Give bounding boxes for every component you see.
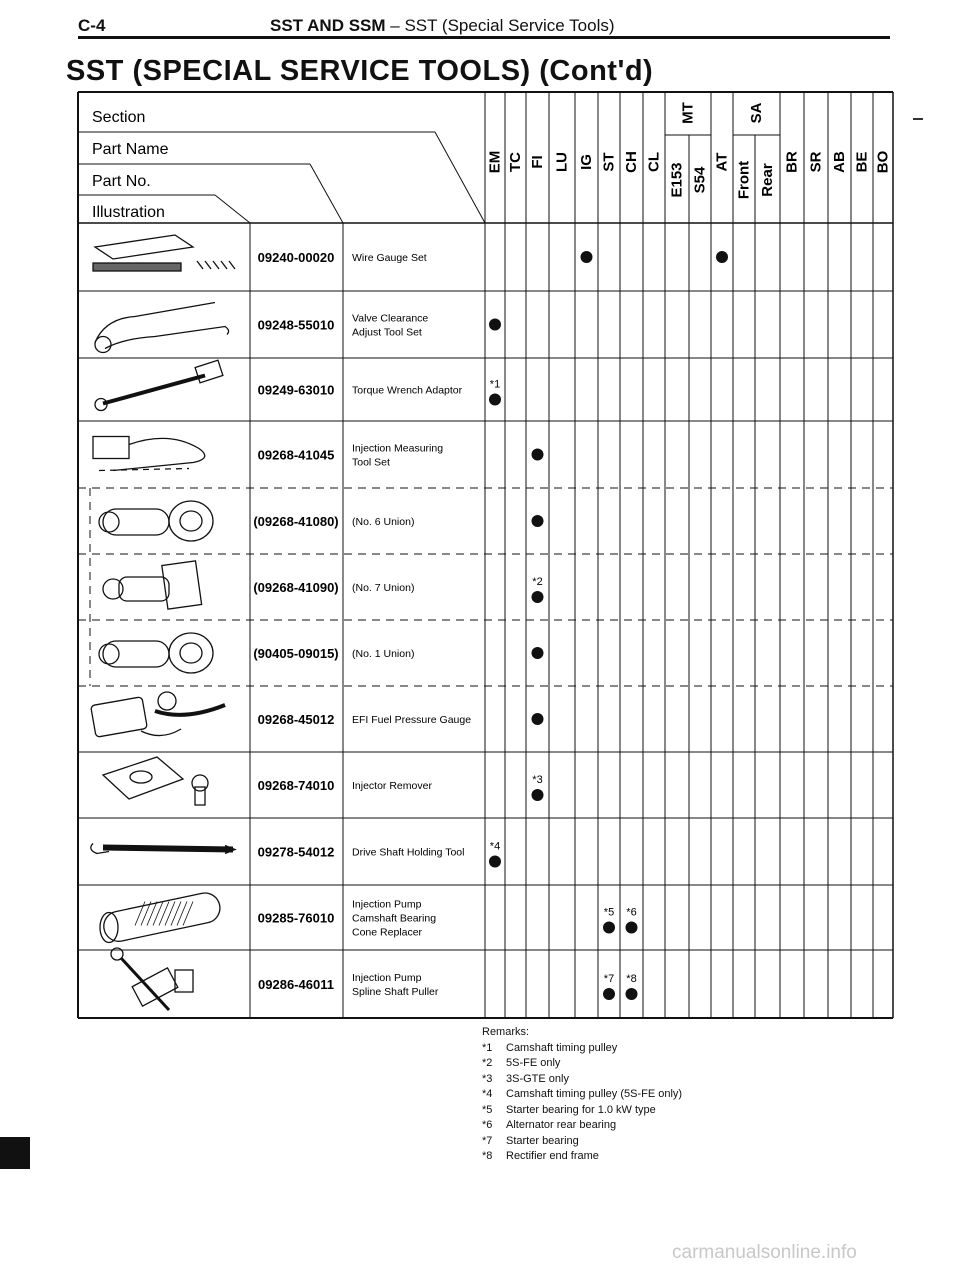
column-header-be: BE	[853, 151, 871, 173]
remark-item	[482, 1072, 682, 1088]
remark-item	[482, 1087, 682, 1103]
applicability-dot	[532, 713, 544, 725]
union-icon	[99, 633, 213, 673]
part-name: Injection Pump	[352, 972, 422, 984]
wire-gauge-set-icon	[93, 235, 235, 271]
applicability-dot	[626, 922, 638, 934]
remark-key: *5	[482, 1103, 493, 1116]
applicability-dot	[603, 922, 615, 934]
applicability-dot	[532, 789, 544, 801]
remark-text: Rectifier end frame	[506, 1150, 599, 1162]
part-name: Spline Shaft Puller	[352, 986, 439, 998]
part-number: 09278-54012	[257, 844, 335, 860]
legend-illustration: Illustration	[92, 204, 165, 221]
part-name: EFI Fuel Pressure Gauge	[352, 714, 472, 726]
remark-text: 5S-FE only	[506, 1057, 561, 1069]
applicability-dot	[532, 647, 544, 659]
legend-part-name: Part Name	[92, 141, 169, 158]
union-block-icon	[103, 561, 202, 609]
remark-text: Alternator rear bearing	[506, 1119, 617, 1131]
remark-key: *2	[482, 1057, 493, 1069]
remarks-title: Remarks:	[482, 1026, 530, 1038]
part-name: Valve Clearance	[352, 312, 429, 325]
footnote-ref: *8	[626, 973, 637, 985]
injector-remover-icon	[103, 757, 208, 805]
table-row	[111, 948, 638, 1010]
part-number: 09240-00020	[257, 250, 335, 265]
remark-text: 3S-GTE only	[506, 1072, 569, 1085]
remark-text: Camshaft timing pulley (5S-FE only)	[506, 1088, 683, 1100]
column-header-lu: LU	[553, 152, 571, 172]
header-title: SST AND SSM – SST (Special Service Tools)	[270, 16, 615, 35]
applicability-dot	[489, 319, 501, 331]
applicability-dot	[532, 515, 544, 527]
column-group-label-mt: MT	[679, 102, 697, 124]
injection-measuring-tool-icon	[93, 437, 205, 471]
applicability-dot	[489, 856, 501, 868]
part-number: 09268-45012	[257, 712, 335, 727]
legend-diagonal	[310, 164, 343, 223]
remark-key: *4	[482, 1088, 493, 1100]
remarks	[482, 1025, 682, 1165]
part-name: Injector Remover	[352, 780, 432, 792]
remark-text: Camshaft timing pulley	[506, 1041, 618, 1054]
legend-section: Section	[92, 109, 146, 126]
remark-key: *1	[482, 1041, 493, 1054]
legend-diagonal	[435, 132, 485, 223]
column-header-ab: AB	[831, 151, 848, 173]
column-header-ch: CH	[623, 151, 640, 173]
applicability-dot	[603, 988, 615, 1000]
part-name: Adjust Tool Set	[352, 326, 422, 339]
remark-item	[482, 1056, 682, 1072]
column-header-cl: CL	[645, 152, 663, 172]
legend-diagonal	[215, 195, 250, 223]
footnote-ref: *6	[626, 906, 637, 919]
page-code: C-4	[78, 16, 106, 35]
part-name: Camshaft Bearing	[352, 912, 437, 925]
column-header-s54: S54	[691, 166, 709, 194]
valve-clearance-tool-icon	[95, 303, 229, 353]
part-name: (No. 6 Union)	[352, 516, 415, 528]
remark-item	[482, 1118, 682, 1134]
footnote-ref: *1	[489, 378, 501, 391]
torque-wrench-adaptor-icon	[95, 360, 223, 410]
applicability-dot	[716, 251, 728, 263]
page-title: SST (SPECIAL SERVICE TOOLS) (Cont'd)	[66, 55, 654, 87]
part-number: 09268-41045	[257, 447, 335, 463]
remark-text: Starter bearing for 1.0 kW type	[506, 1103, 656, 1116]
remark-item	[482, 1134, 682, 1150]
remark-text: Starter bearing	[506, 1134, 579, 1147]
applicability-dot	[532, 449, 544, 461]
bearing-cone-replacer-icon	[100, 890, 223, 944]
column-group-label-sa: SA	[748, 102, 765, 124]
column-header-e153: E153	[668, 162, 686, 198]
part-number: 09286-46011	[258, 977, 334, 992]
column-header-at: AT	[713, 152, 731, 172]
column-header-em: EM	[486, 150, 504, 174]
watermark: carmanualsonline.info	[672, 1242, 857, 1263]
part-name: Drive Shaft Holding Tool	[352, 846, 465, 859]
part-name: Cone Replacer	[352, 926, 423, 939]
part-name: (No. 1 Union)	[352, 648, 415, 660]
footnote-ref: *2	[532, 576, 543, 588]
column-header-bo: BO	[874, 150, 892, 174]
fuel-pressure-gauge-icon	[91, 692, 225, 737]
column-header-fi: FI	[529, 155, 546, 169]
applicability-dot	[581, 251, 593, 263]
applicability-dot	[489, 394, 501, 406]
part-number: (09268-41090)	[253, 580, 339, 595]
part-name: (No. 7 Union)	[352, 582, 415, 594]
remark-item	[482, 1041, 682, 1057]
part-number: (90405-09015)	[253, 646, 339, 661]
part-name: Injection Pump	[352, 898, 422, 911]
remark-key: *7	[482, 1134, 493, 1147]
remark-key: *3	[482, 1072, 493, 1085]
column-header-rear: Rear	[759, 163, 776, 197]
footnote-ref: *3	[532, 774, 543, 786]
column-header-tc: TC	[507, 152, 524, 172]
part-name: Torque Wrench Adaptor	[352, 384, 463, 397]
part-name: Wire Gauge Set	[352, 252, 427, 264]
legend-part-no: Part No.	[92, 173, 151, 190]
part-number: (09268-41080)	[253, 514, 339, 529]
column-header-ig: IG	[578, 154, 595, 170]
remark-key: *8	[482, 1150, 493, 1162]
drive-shaft-holding-tool-icon	[91, 844, 235, 854]
spline-shaft-puller-icon	[111, 948, 193, 1010]
part-name: Tool Set	[352, 456, 390, 469]
footnote-ref: *4	[489, 840, 501, 853]
part-number: 09249-63010	[257, 382, 335, 398]
remark-item	[482, 1103, 682, 1119]
section-tab-marker	[0, 1137, 30, 1169]
footnote-ref: *5	[603, 906, 615, 919]
column-header-st: ST	[600, 152, 618, 172]
union-icon	[99, 501, 213, 541]
part-number: 09248-55010	[257, 317, 335, 333]
part-number: 09268-74010	[257, 778, 335, 793]
column-header-br: BR	[783, 151, 801, 173]
column-header-sr: SR	[807, 151, 825, 173]
remark-item	[482, 1149, 682, 1165]
remark-key: *6	[482, 1119, 493, 1131]
applicability-dot	[626, 988, 638, 1000]
margin-mark	[913, 118, 923, 120]
footnote-ref: *7	[603, 973, 615, 985]
applicability-dot	[532, 591, 544, 603]
part-name: Injection Measuring	[352, 442, 444, 455]
column-header-front: Front	[735, 160, 753, 200]
part-number: 09285-76010	[257, 910, 335, 926]
